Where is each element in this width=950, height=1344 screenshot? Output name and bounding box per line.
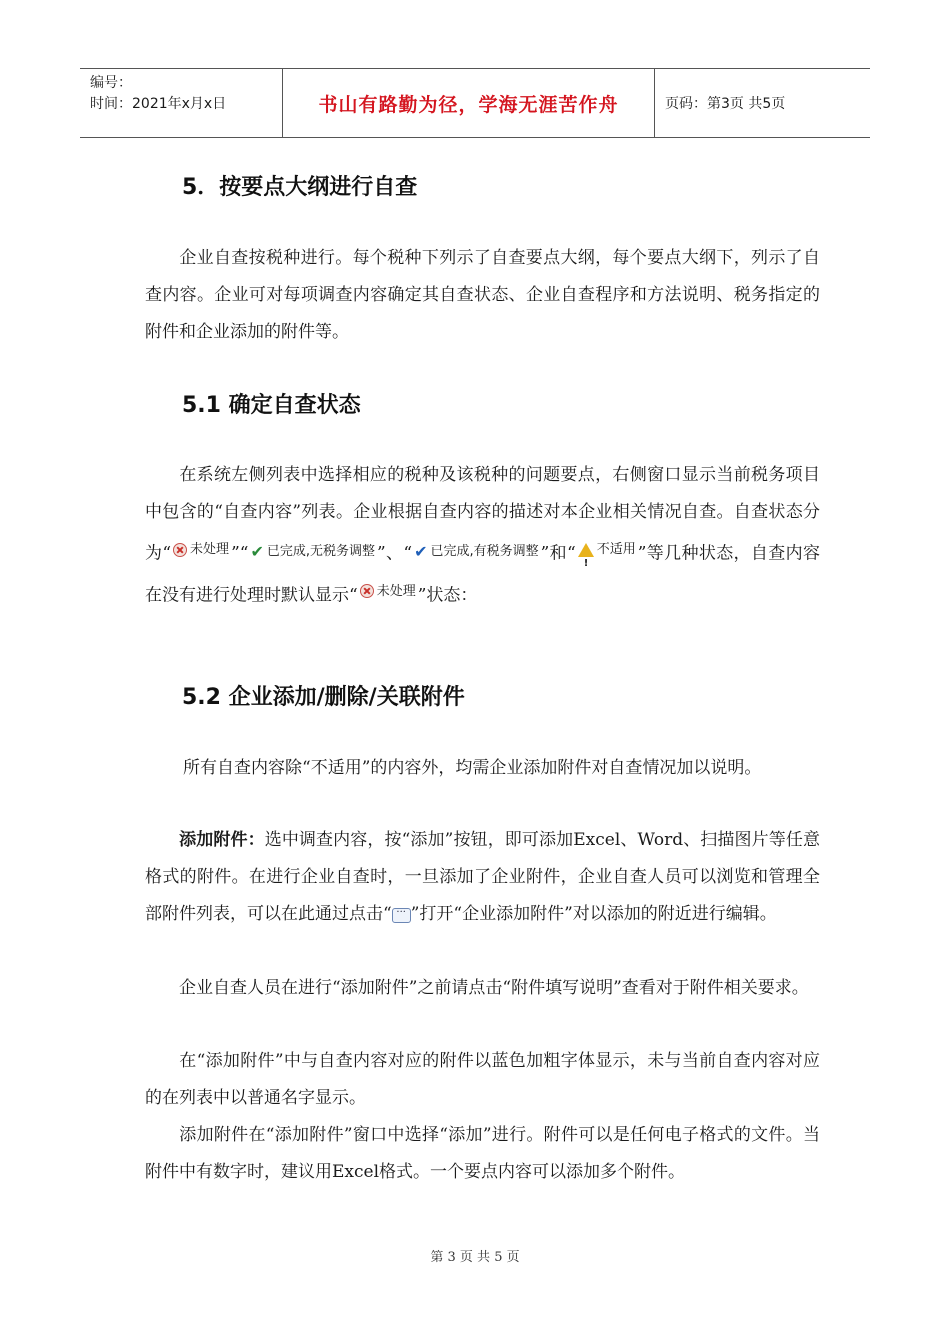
header-page-info: 页码：第3页 共5页 [665,96,786,112]
section-5-paragraph: 企业自查按税种进行。每个税种下列示了自查要点大纲，每个要点大纲下，列示了自查内容。企业可对每项调查内容确定其自查状态、企业自查程序和方法说明、税务指定的附件和企业添加的附件等。 [145,248,820,342]
header-left [80,69,282,137]
section-5-1-paragraph: 在系统左侧列表中选择相应的税种及该税种的问题要点，右侧窗口显示当前税务项目中包含的“自查内容”列表。企业根据自查内容的描述对本企业相关情况自查。自查状态分为“ 未处理 ”“ ✔ 已完成,无税务调整 ”、“ ✔ 已完成,有税务调整 ”和“ ! 不适用 ”等几种状态，自查内容在没有进行处理时默认显示“ 未处理 ”状态： [145,457,820,614]
section-5-2-title: 5.2 企业添加/删除/关联附件 [182,685,465,710]
section-5-2-paragraph-3: 企业自查人员在进行“添加附件”之前请点击“附件填写说明”查看对于附件相关要求。 [179,978,809,998]
section-5-1-title: 5.1 确定自查状态 [182,393,361,418]
status-done-adjust: ✔ 已完成,有税务调整 [414,541,539,561]
add-attachment-label: 添加附件： [179,830,265,850]
status-not-applicable: ! 不适用 [576,531,638,568]
blue-check-icon: ✔ [414,541,428,561]
status-unprocessed-default: 未处理 [358,573,418,610]
header-motto: 书山有路勤为径，学海无涯苦作舟 [282,69,655,137]
section-5-2-paragraph-1: 所有自查内容除“不适用”的内容外，均需企业添加附件对自查情况加以说明。 [183,758,762,778]
more-button-icon: ··· [392,908,411,923]
section-5-2-paragraph-5: 添加附件在“添加附件”窗口中选择“添加”进行。附件可以是任何电子格式的文件。当附件中有数字时，建议用Excel格式。一个要点内容可以添加多个附件。 [145,1125,820,1182]
status-done-no-adjust: ✔ 已完成,无税务调整 [250,541,375,561]
section-5-2-paragraph-4: 在“添加附件”中与自查内容对应的附件以蓝色加粗字体显示，未与当前自查内容对应的在列表中以普通名字显示。 [145,1051,820,1108]
section-5-2-paragraph-2: 添加附件：选中调查内容，按“添加”按钮，即可添加Excel、Word、扫描图片等任意格式的附件。在进行企业自查时，一旦添加了企业附件，企业自查人员可以浏览和管理全部附件列表，可以在此通过点击“ ··· ”打开“企业添加附件”对以添加的附近进行编辑。 [145,830,821,924]
page-footer: 第 3 页 共 5 页 [430,1250,520,1265]
warning-icon [578,543,594,557]
green-check-icon: ✔ [250,541,264,561]
section-5-title: 5．按要点大纲进行自查 [182,175,418,200]
error-circle-icon [360,584,374,598]
status-unprocessed: 未处理 [171,531,231,568]
number-label: 编号： [90,75,132,91]
header-table [80,68,870,138]
error-circle-icon [173,543,187,557]
date-label: 时间：2021年x月x日 [90,96,227,112]
